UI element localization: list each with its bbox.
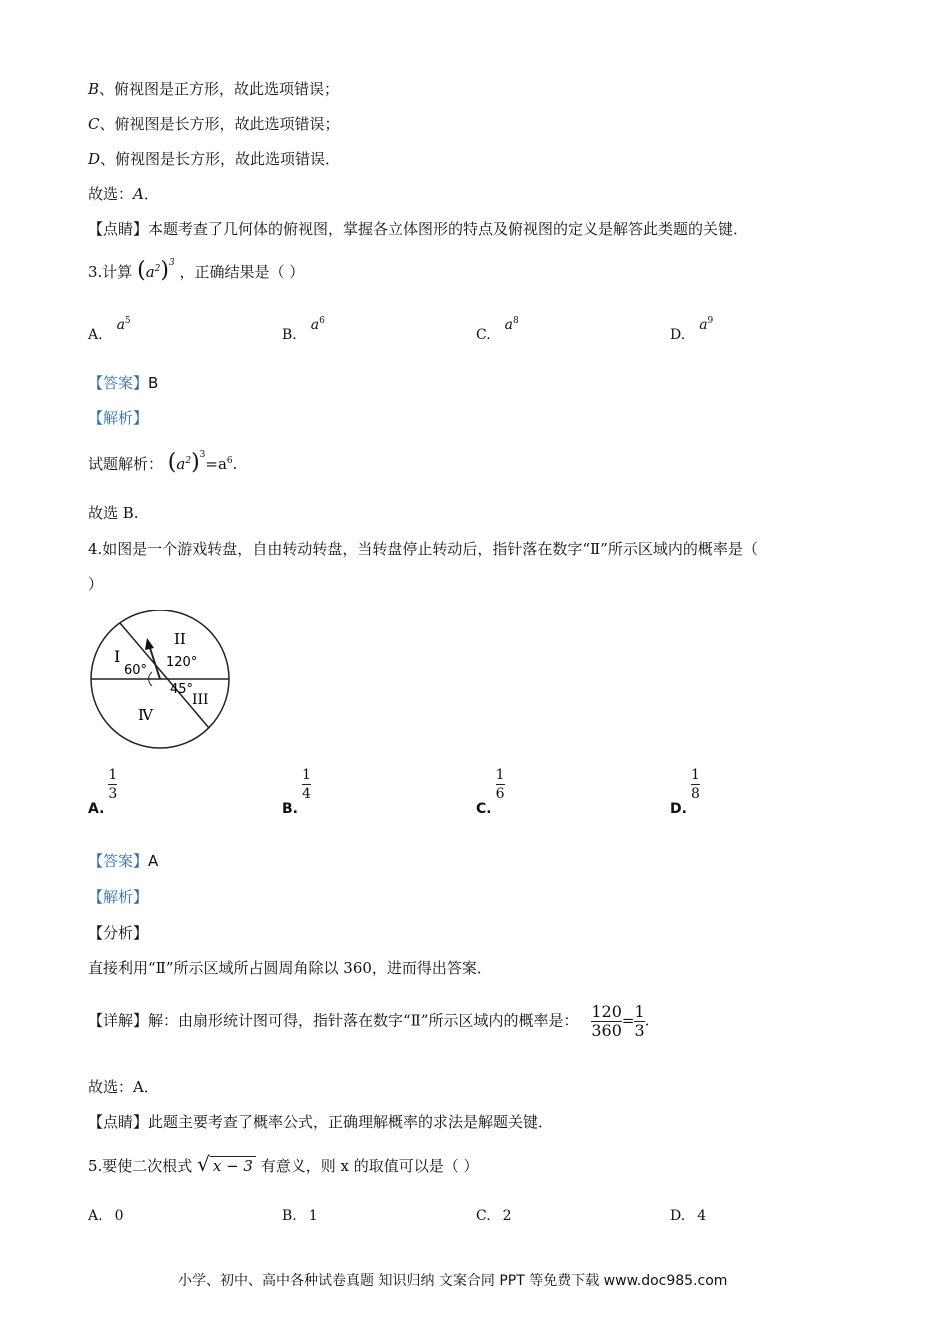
option-exponent: 8 xyxy=(513,316,519,326)
angle-label-60: 60° xyxy=(124,663,148,678)
option-c-explanation xyxy=(88,113,340,134)
numerator: 1 xyxy=(495,767,505,783)
option-fraction xyxy=(302,766,311,803)
question-prefix: 5.要使二次根式 xyxy=(88,1157,193,1175)
numerator: 120 xyxy=(591,1002,622,1021)
label-region-3: III xyxy=(192,692,209,708)
q4-analysis-tag: 【解析】 xyxy=(88,888,149,906)
close-paren: ) xyxy=(160,258,169,283)
denominator: 3 xyxy=(634,1021,645,1040)
solution-result: =a xyxy=(205,455,227,473)
text: 、俯视图是正方形，故此选项错误； xyxy=(99,80,340,98)
option-base: a xyxy=(116,316,125,333)
q4-comment: 【点睛】此题主要考查了概率公式，正确理解概率的求法是解题关键． xyxy=(88,1113,554,1131)
option-label: C. xyxy=(476,1208,491,1224)
option-label: D. xyxy=(670,1208,686,1224)
pointer-shaft xyxy=(150,648,160,679)
denominator: 360 xyxy=(591,1021,622,1040)
option-base: a xyxy=(699,316,708,333)
solution-end: . xyxy=(232,455,238,473)
numerator: 1 xyxy=(690,767,700,783)
option-label: C. xyxy=(476,326,491,343)
question-3 xyxy=(88,258,304,283)
label-region-4: Ⅳ xyxy=(138,706,153,724)
fraction-120-360 xyxy=(591,1003,622,1040)
solution-exponent: 6 xyxy=(226,456,233,466)
base: a xyxy=(176,455,186,473)
q4-option-d xyxy=(670,766,700,817)
inner-exponent: 2 xyxy=(154,264,161,274)
q3-option-a xyxy=(88,316,131,343)
q4-detail xyxy=(88,1003,649,1040)
outer-exponent: 3 xyxy=(168,258,175,268)
question-5 xyxy=(88,1152,479,1176)
angle-label-45: 45° xyxy=(170,682,194,697)
answer-tag: 【答案】 xyxy=(88,852,149,870)
comment-q2: 【点睛】本题考查了几何体的俯视图，掌握各立体图形的特点及俯视图的定义是解答此类题的关键． xyxy=(88,220,749,238)
option-b-explanation xyxy=(88,78,339,99)
question-prefix: 3.计算 xyxy=(88,263,133,281)
choose-answer-q2 xyxy=(88,183,159,204)
open-paren: ( xyxy=(137,258,146,283)
q3-option-d xyxy=(670,316,714,343)
answer-value: B xyxy=(148,374,159,392)
answer-value: A xyxy=(148,852,159,870)
q5-option-a xyxy=(88,1208,123,1224)
option-base: a xyxy=(504,316,514,333)
option-label: B. xyxy=(282,800,298,817)
inner-exponent: 2 xyxy=(185,456,192,466)
q4-fenxi-tag: 【分析】 xyxy=(88,924,149,942)
text: 、俯视图是长方形，故此选项错误； xyxy=(99,115,340,133)
radicand: x − 3 xyxy=(210,1156,256,1175)
detail-tag: 【详解】 xyxy=(88,1011,149,1030)
page-footer: 小学、初中、高中各种试卷真题 知识归纳 文案合同 PPT 等免费下载 www.doc985.com xyxy=(178,1273,728,1289)
option-label: D. xyxy=(670,800,687,817)
q5-option-d xyxy=(670,1208,706,1224)
option-d-explanation xyxy=(88,148,340,169)
pointer-arrow-icon xyxy=(145,638,154,650)
option-fraction xyxy=(691,766,700,803)
text: ． xyxy=(143,185,159,203)
text: 、俯视图是长方形，故此选项错误． xyxy=(100,150,341,168)
outer-exponent: 3 xyxy=(199,450,206,460)
q5-option-b xyxy=(282,1208,318,1224)
q3-solution xyxy=(88,450,237,475)
option-label: C. xyxy=(476,800,492,817)
option-fraction xyxy=(108,766,117,803)
option-label: D. xyxy=(670,326,686,343)
q3-choose: 故选 B. xyxy=(88,504,139,522)
option-exponent: 9 xyxy=(707,316,714,326)
option-exponent: 5 xyxy=(124,316,131,326)
denominator: 8 xyxy=(690,786,700,802)
denominator: 6 xyxy=(495,786,505,802)
q4-option-b xyxy=(282,766,311,817)
sqrt-icon: √ xyxy=(197,1152,210,1176)
option-label: B. xyxy=(282,1208,297,1224)
option-value: 4 xyxy=(697,1208,707,1224)
open-paren: ( xyxy=(167,450,177,475)
letter: C xyxy=(88,115,100,133)
numerator: 1 xyxy=(634,1002,645,1021)
spinner-figure xyxy=(88,610,234,750)
option-value: 0 xyxy=(114,1208,124,1224)
option-label: B. xyxy=(282,326,297,343)
detail-end: . xyxy=(644,1011,650,1030)
question-4-line1: 4.如图是一个游戏转盘，自由转动转盘，当转盘停止转动后，指针落在数字“Ⅱ”所示区域内的概率是（ xyxy=(88,540,758,558)
option-base: a xyxy=(310,316,320,333)
q4-option-c xyxy=(476,766,505,817)
q4-choose: 故选：A． xyxy=(88,1078,159,1096)
question-4-line2: ） xyxy=(88,575,104,593)
option-value: 1 xyxy=(308,1208,318,1224)
question-suffix: 有意义，则 x 的取值可以是（ ） xyxy=(260,1157,479,1175)
base: a xyxy=(145,263,155,281)
q3-option-b xyxy=(282,316,325,343)
q3-answer xyxy=(88,372,158,393)
letter: D xyxy=(88,150,101,168)
text: 故选： xyxy=(88,185,134,203)
label-region-2: II xyxy=(174,630,186,648)
q3-option-c xyxy=(476,316,519,343)
solution-prefix: 试题解析： xyxy=(88,455,164,473)
denominator: 3 xyxy=(108,786,118,802)
equals-sign: = xyxy=(621,1011,635,1030)
label-region-1: I xyxy=(114,647,121,666)
q4-fenxi-text: 直接利用“Ⅱ”所示区域所占圆周角除以 360，进而得出答案． xyxy=(88,959,492,977)
fraction-1-3 xyxy=(634,1003,644,1040)
option-label: A. xyxy=(88,800,105,817)
option-value: 2 xyxy=(502,1208,512,1224)
q5-option-c xyxy=(476,1208,512,1224)
option-exponent: 6 xyxy=(319,316,325,326)
option-label: A. xyxy=(88,1208,103,1224)
letter: A xyxy=(133,185,144,203)
option-fraction xyxy=(496,766,505,803)
numerator: 1 xyxy=(108,767,118,783)
option-label: A. xyxy=(88,326,103,343)
question-suffix: ，正确结果是（ ） xyxy=(179,263,305,281)
detail-text: 解：由扇形统计图可得，指针落在数字“Ⅱ”所示区域内的概率是： xyxy=(148,1011,579,1030)
q3-analysis-tag: 【解析】 xyxy=(88,409,149,427)
denominator: 4 xyxy=(302,786,311,802)
q4-answer xyxy=(88,850,158,871)
letter: B xyxy=(88,80,100,98)
close-paren: ) xyxy=(191,450,200,475)
answer-tag: 【答案】 xyxy=(88,374,149,392)
q4-option-a xyxy=(88,766,118,817)
numerator: 1 xyxy=(302,767,311,783)
angle-label-120: 120° xyxy=(166,655,198,670)
